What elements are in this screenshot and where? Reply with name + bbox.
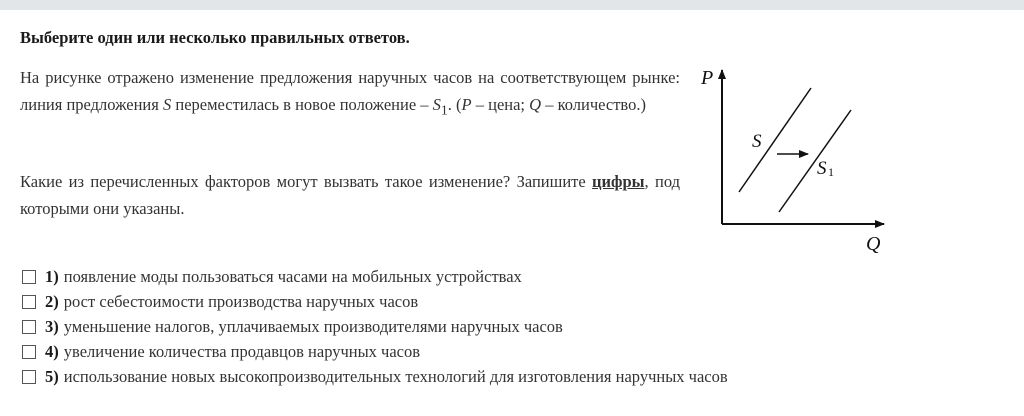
q-axis-label: Q [866, 233, 881, 255]
checkbox[interactable] [22, 345, 36, 359]
option-text: рост себестоимости производства наручных часов [63, 291, 419, 311]
s1-subscript: 1 [828, 165, 834, 179]
option-3[interactable] [22, 314, 728, 339]
option-text: использование новых высокопроизводительных технологий для изготовления наручных часов [63, 366, 728, 386]
option-number: 4) [45, 341, 59, 361]
option-number: 5) [45, 366, 59, 386]
option-1[interactable] [22, 264, 728, 289]
checkbox[interactable] [22, 295, 36, 309]
answer-options [22, 264, 728, 389]
option-number: 1) [45, 266, 59, 286]
question-instruction: Выберите один или несколько правильных ответов. [20, 28, 410, 47]
option-text: появление моды пользоваться часами на мобильных устройствах [63, 266, 522, 286]
option-text: уменьшение налогов, уплачиваемых производителями наручных часов [63, 316, 563, 336]
s1-label: S [817, 158, 827, 179]
checkbox[interactable] [22, 320, 36, 334]
option-number: 2) [45, 291, 59, 311]
supply-shift-graph [690, 60, 900, 260]
supply-line-s [739, 88, 811, 192]
option-4[interactable] [22, 339, 728, 364]
option-number: 3) [45, 316, 59, 336]
checkbox[interactable] [22, 270, 36, 284]
option-text: увеличение количества продавцов наручных часов [63, 341, 421, 361]
option-2[interactable] [22, 289, 728, 314]
question-text: На рисунке отражено изменение предложения наручных часов на соответствующем рынке: линия предложения S переместилась в новое положение – $S_1$. (P – цена; Q – количество.) [20, 68, 680, 118]
checkbox[interactable] [22, 370, 36, 384]
option-5[interactable] [22, 364, 728, 389]
top-bar [0, 0, 1024, 10]
p-axis-label: P [701, 67, 714, 89]
supply-line-s1 [779, 110, 851, 212]
question-prompt: Какие из перечисленных факторов могут вызвать такое изменение? Запишите цифры, под которыми они указаны. [20, 172, 680, 218]
s-label: S [752, 131, 762, 152]
